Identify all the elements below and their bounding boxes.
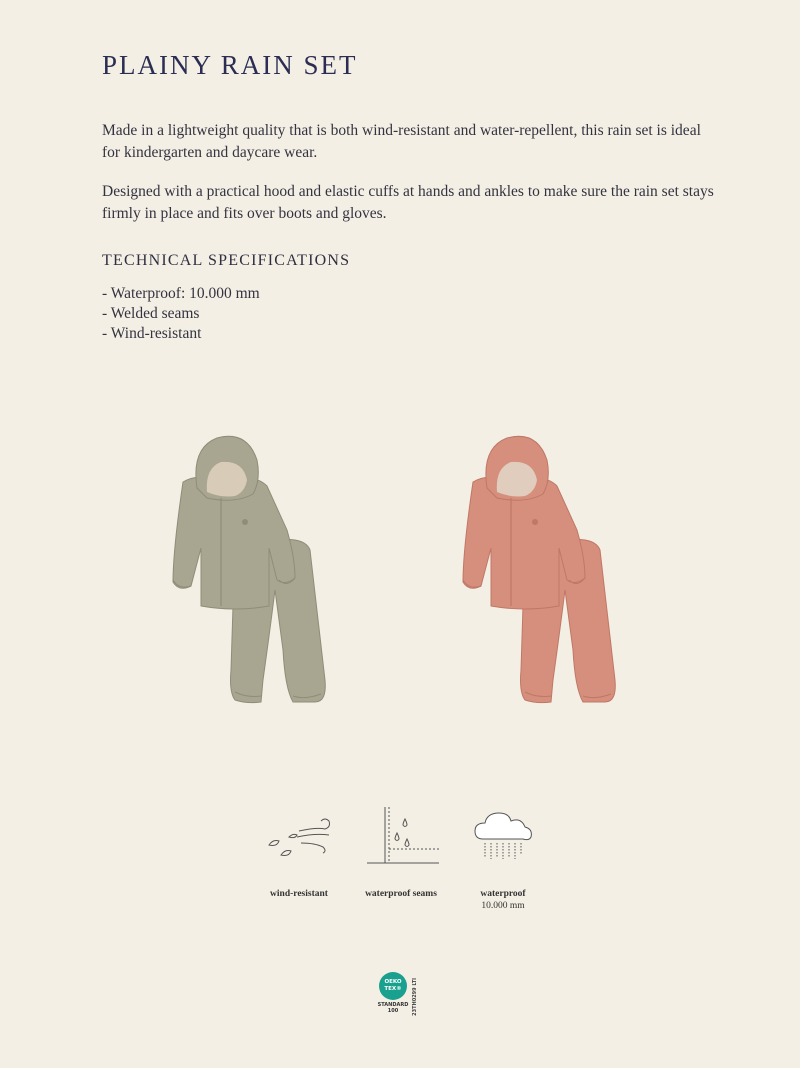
oeko-tex-standard: STANDARD 100 — [377, 1002, 409, 1014]
waterproof-seams-icon — [361, 805, 441, 867]
spec-item: - Wind-resistant — [102, 325, 202, 342]
rain-set-sage-image — [135, 430, 350, 720]
wind-icon — [259, 805, 339, 867]
oeko-tex-logo: OEKO TEX® — [379, 972, 407, 1000]
feature-waterproof — [438, 805, 568, 911]
oeko-tex-code: 23TH0299 LTI — [412, 978, 418, 1016]
spec-item: - Welded seams — [102, 305, 200, 322]
specs-list — [102, 284, 260, 344]
feature-label: waterproof seams — [365, 889, 437, 899]
spec-item: - Waterproof: 10.000 mm — [102, 285, 260, 302]
feature-label: wind-resistant — [270, 889, 328, 899]
rain-set-rose-image — [425, 430, 640, 720]
description-paragraph-2: Designed with a practical hood and elastic cuffs at hands and ankles to make sure the rain set stays firmly in place and fits over boots and gloves. — [102, 183, 714, 222]
oeko-tex-badge — [376, 972, 436, 1020]
description-paragraph-1: Made in a lightweight quality that is both wind-resistant and water-repellent, this rain set is ideal for kindergarten and daycare wear. — [102, 122, 701, 161]
feature-label: waterproof — [480, 889, 526, 899]
specs-heading: TECHNICAL SPECIFICATIONS — [102, 252, 351, 269]
feature-sublabel: 10.000 mm — [481, 901, 525, 911]
rain-cloud-icon — [463, 805, 543, 867]
page-title: PLAINY RAIN SET — [102, 50, 358, 80]
